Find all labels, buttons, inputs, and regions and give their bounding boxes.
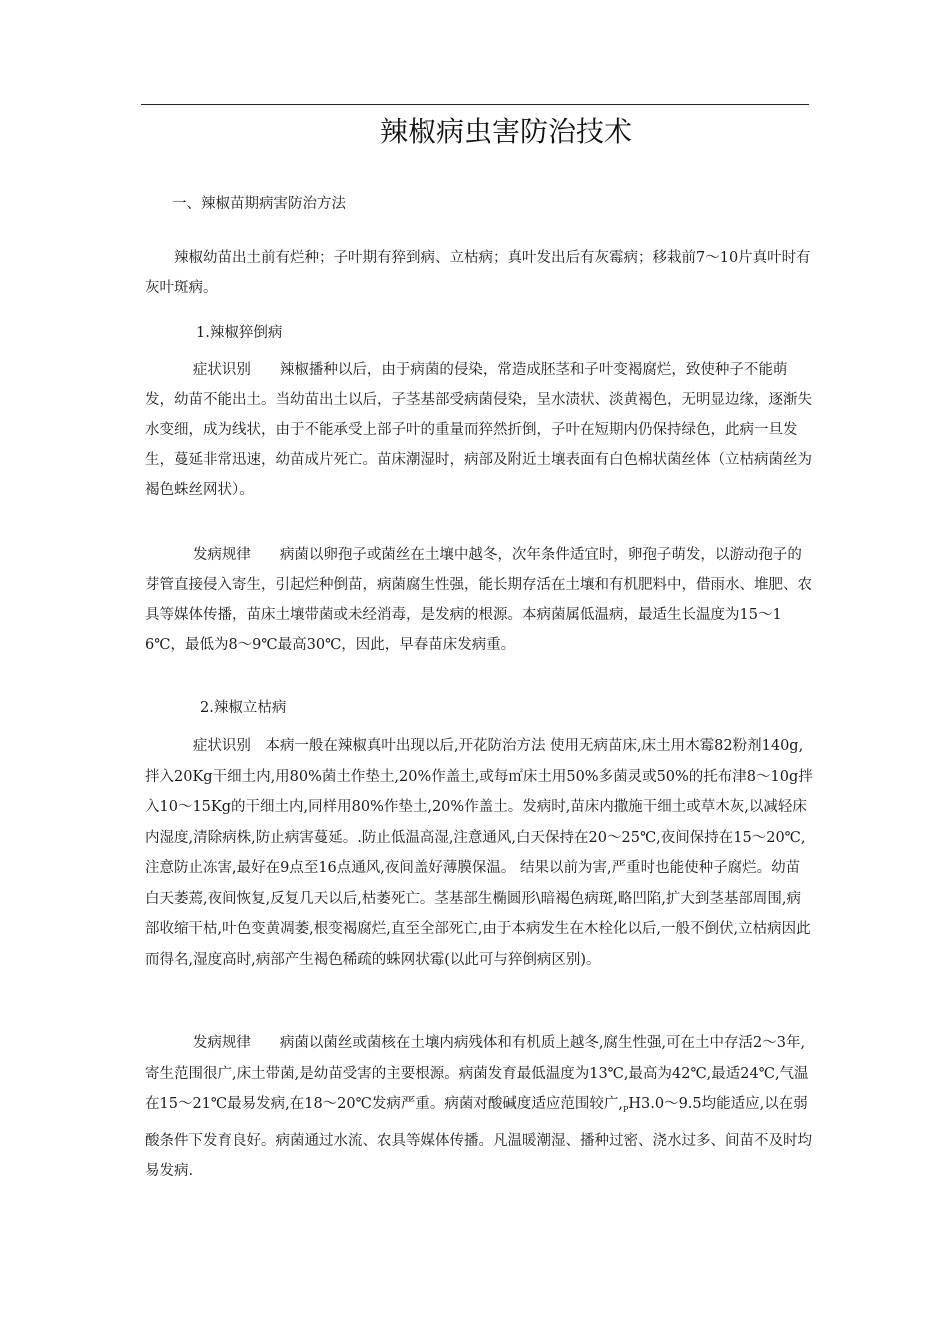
section-heading: 一、辣椒苗期病害防治方法: [172, 196, 346, 212]
pattern-text-part1: 发病规律 病菌以菌丝或菌核在土壤内病残体和有机质上越冬,腐生性强,可在土中存活2～3年,寄生范围很广,床土带菌,是幼苗受害的主要根源。病菌发育最低温度为13℃,最高为42℃,最适24℃,气温在15～21℃最易发病,在18～20℃发病严重。病菌对酸碱度适应范围较广,: [145, 1035, 809, 1112]
header-rule: [141, 104, 809, 105]
document-title: 辣椒病虫害防治技术: [379, 115, 632, 148]
pattern-text-part2: H3.0～9.5均能适应,以在弱酸条件下发育良好。病菌通过水流、农具等媒体传播。凡温暖潮湿、播种过密、浇水过多、间苗不及时均易发病.: [145, 1096, 812, 1179]
intro-paragraph: 辣椒幼苗出土前有烂种；子叶期有猝到病、立枯病；真叶发出后有灰霉病；移栽前7～10片真叶时有灰叶斑病。: [145, 250, 811, 296]
pattern-paragraph-damping-off: 发病规律 病菌以卵孢子或菌丝在土壤中越冬，次年条件适宜时，卵孢子萌发，以游动孢子的芽管直接侵入寄生，引起烂种倒苗，病菌腐生性强，能长期存活在土壤和有机肥料中，借雨水、堆肥、农具等媒体传播，苗床土壤带菌或未经消毒，是发病的根源。本病菌属低温病，最适生长温度为15～16℃，最低为8～9℃最高30℃，因此，早春苗床发病重。: [145, 547, 812, 653]
pattern-paragraph-rhizoctonia: [145, 1028, 813, 1187]
symptoms-paragraph-damping-off: 症状识别 辣椒播种以后，由于病菌的侵染，常造成胚茎和子叶变褐腐烂，致使种子不能萌发，幼苗不能出土。当幼苗出土以后，子茎基部受病菌侵染，呈水渍状、淡黄褐色，无明显边缘，逐渐失水变细，成为线状，由于不能承受上部子叶的重量而猝然折倒，子叶在短期内仍保持绿色，此病一旦发生，蔓延非常迅速，幼苗成片死亡。苗床潮湿时，病部及附近土壤表面有白色棉状菌丝体（立枯病菌丝为褐色蛛丝网状）。: [145, 362, 812, 498]
subsection-heading-rhizoctonia: 2.辣椒立枯病: [200, 700, 287, 716]
symptoms-paragraph-rhizoctonia: 症状识别 本病一般在辣椒真叶出现以后,开花防治方法 使用无病苗床,床土用木霉82粉剂140g,拌入20Kg干细土内,用80%菌土作垫土,20%作盖土,或每㎡床土用50%多菌灵或50%的托布津8～10g拌入10～15Kg的干细土内,同样用80%作垫土,20%作盖土。发病时,苗床内撒施干细土或草木灰,以减轻床内湿度,清除病株,防止病害蔓延。.防止低温高湿,注意通风,白天保持在20～25℃,夜间保持在15～20℃,注意防止冻害,最好在9点至16点通风,夜间盖好薄膜保温。 结果以前为害,严重时也能使种子腐烂。幼苗白天萎蔫,夜间恢复,反复几天以后,枯萎死亡。茎基部生椭圆形\暗褐色病斑,略凹陷,扩大到茎基部周围,病部收缩干枯,叶色变黄凋萎,根变褐腐烂,直至全部死亡,由于本病发生在木栓化以后,一般不倒伏,立枯病因此而得名,湿度高时,病部产生褐色稀疏的蛛网状霉(以此可与猝倒病区别)。: [145, 738, 813, 968]
ph-subscript: P: [622, 1105, 629, 1114]
subsection-heading-damping-off: 1.辣椒猝倒病: [196, 325, 283, 341]
